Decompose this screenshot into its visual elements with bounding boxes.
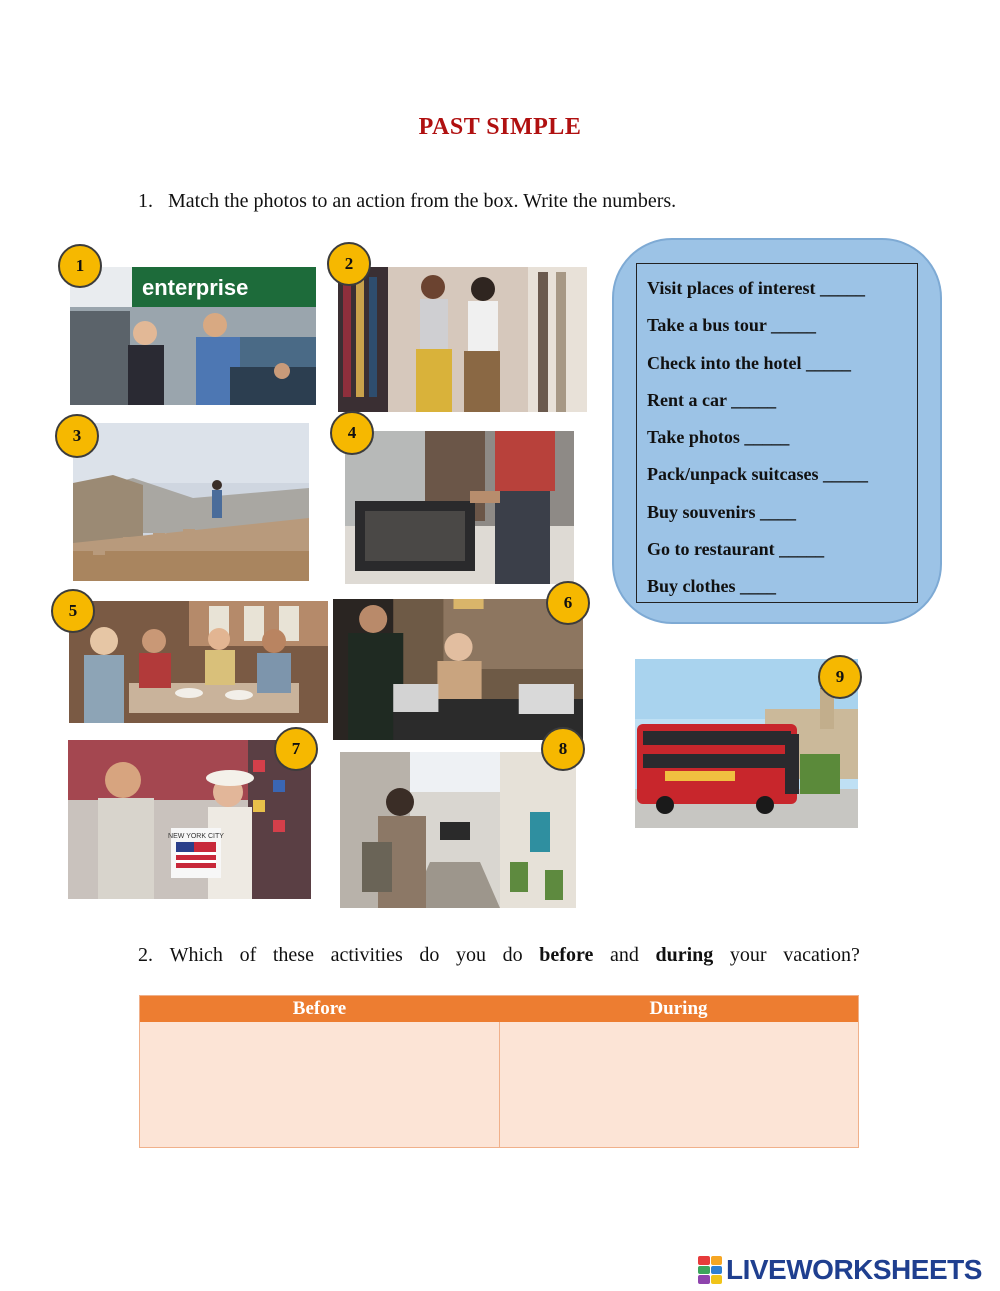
question-2-word: and bbox=[609, 944, 639, 966]
photo-pack-suitcases bbox=[345, 431, 574, 584]
action-list bbox=[636, 263, 918, 603]
photo-go-to-restaurant bbox=[69, 601, 328, 723]
question-2-number: 2. bbox=[138, 944, 153, 966]
photo-badge-1: 1 bbox=[58, 244, 102, 288]
question-1 bbox=[138, 190, 676, 213]
photo-badge-7: 7 bbox=[274, 727, 318, 771]
souvenir-shirt-text: NEW YORK CITY bbox=[168, 833, 224, 840]
question-2-word-before: before bbox=[539, 944, 594, 966]
logo-mark-icon bbox=[698, 1256, 722, 1284]
question-2-word: you bbox=[456, 944, 487, 966]
action-item: Buy clothes ____ bbox=[647, 576, 777, 597]
logo-text: LIVEWORKSHEETS bbox=[726, 1254, 982, 1285]
question-2-word: these bbox=[272, 944, 314, 966]
page-title: PAST SIMPLE bbox=[418, 114, 582, 140]
question-2-word: vacation? bbox=[783, 944, 860, 966]
photo-badge-8: 8 bbox=[541, 727, 585, 771]
question-2-word-during: during bbox=[655, 944, 714, 966]
photo-badge-3: 3 bbox=[55, 414, 99, 458]
table-body bbox=[140, 1022, 858, 1147]
question-2-word: of bbox=[239, 944, 257, 966]
question-1-text: Match the photos to an action from the box. Write the numbers. bbox=[168, 190, 677, 212]
photo-check-into-hotel bbox=[333, 599, 583, 740]
photo-take-photos bbox=[340, 752, 576, 908]
question-2-word: your bbox=[729, 944, 767, 966]
photo-badge-4: 4 bbox=[330, 411, 374, 455]
table-header bbox=[140, 996, 858, 1022]
photo-places-of-interest bbox=[73, 423, 309, 581]
action-item: Go to restaurant _____ bbox=[647, 539, 825, 560]
action-item: Take photos _____ bbox=[647, 427, 790, 448]
header-during: During bbox=[649, 998, 708, 1019]
question-2-word: Which bbox=[169, 944, 223, 966]
photo-badge-2: 2 bbox=[327, 242, 371, 286]
question-2 bbox=[138, 944, 860, 967]
question-1-number: 1. bbox=[138, 190, 153, 212]
cell-during[interactable] bbox=[499, 1022, 859, 1147]
liveworksheets-logo bbox=[698, 1254, 982, 1286]
photo-badge-5: 5 bbox=[51, 589, 95, 633]
photo-badge-9: 9 bbox=[818, 655, 862, 699]
photo-buy-souvenirs bbox=[68, 740, 311, 899]
action-item: Take a bus tour _____ bbox=[647, 315, 817, 336]
action-item: Rent a car _____ bbox=[647, 389, 777, 410]
before-during-table bbox=[139, 995, 859, 1148]
photo-buy-clothes bbox=[338, 267, 587, 412]
action-item: Pack/unpack suitcases _____ bbox=[647, 464, 869, 485]
question-2-word: activities bbox=[330, 944, 403, 966]
photo-rent-car bbox=[70, 267, 316, 405]
action-item: Visit places of interest _____ bbox=[647, 278, 865, 298]
photo-badge-6: 6 bbox=[546, 581, 590, 625]
action-item: Buy souvenirs ____ bbox=[647, 501, 797, 522]
enterprise-sign: enterprise bbox=[142, 275, 249, 300]
header-before: Before bbox=[292, 998, 347, 1019]
cell-before[interactable] bbox=[140, 1022, 499, 1147]
action-item: Check into the hotel _____ bbox=[647, 352, 851, 373]
question-2-word: do bbox=[502, 944, 523, 966]
question-2-word: do bbox=[419, 944, 440, 966]
